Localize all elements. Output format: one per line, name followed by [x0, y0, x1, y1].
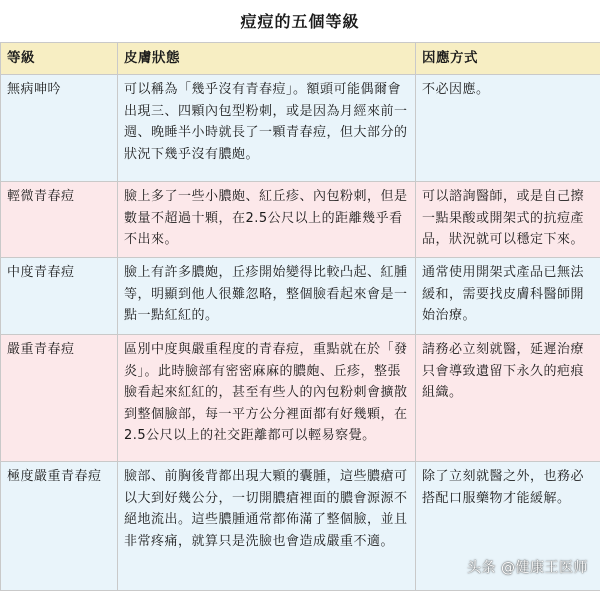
level-cell: 無病呻吟 — [1, 75, 118, 182]
level-cell: 輕微青春痘 — [1, 182, 118, 258]
page-title: 痘痘的五個等級 — [240, 12, 360, 31]
response-cell: 不必因應。 — [416, 75, 600, 182]
header-response: 因應方式 — [416, 43, 600, 75]
status-cell: 臉部、前胸後背都出現大顆的囊腫，這些膿瘡可以大到好幾公分，一切開膿瘡裡面的膿會源源不絕地流出。這些膿腫通常都佈滿了整個臉，並且非常疼痛，就算只是洗臉也會造成嚴重不適。 — [118, 462, 416, 591]
response-cell: 可以諮詢醫師，或是自己擦一點果酸或開架式的抗痘產品，狀況就可以穩定下來。 — [416, 182, 600, 258]
response-cell: 請務必立刻就醫，延遲治療只會導致遺留下永久的疤痕組織。 — [416, 335, 600, 462]
status-cell: 臉上有許多膿皰，丘疹開始變得比較凸起、紅腫等，明顯到他人很難忽略，整個臉看起來會是一點一點紅紅的。 — [118, 258, 416, 335]
watermark: 头条 @健康王医师 — [467, 560, 588, 576]
header-skin-status: 皮膚狀態 — [118, 43, 416, 75]
table-row — [1, 335, 600, 462]
table-row — [1, 75, 600, 182]
response-cell: 通常使用開架式產品已無法緩和，需要找皮膚科醫師開始治療。 — [416, 258, 600, 335]
table-header-row — [1, 43, 600, 75]
level-cell: 極度嚴重青春痘 — [1, 462, 118, 591]
status-cell: 臉上多了一些小膿皰、紅丘疹、內包粉刺，但是數量不超過十顆，在2.5公尺以上的距離幾乎看不出來。 — [118, 182, 416, 258]
status-cell: 可以稱為「幾乎沒有青春痘」。額頭可能偶爾會出現三、四顆內包型粉刺，或是因為月經來前一週、晚睡半小時就長了一顆青春痘，但大部分的狀況下幾乎沒有膿皰。 — [118, 75, 416, 182]
level-cell: 中度青春痘 — [1, 258, 118, 335]
header-level: 等級 — [1, 43, 118, 75]
table-row — [1, 258, 600, 335]
status-cell: 區別中度與嚴重程度的青春痘，重點就在於「發炎」。此時臉部有密密麻麻的膿皰、丘疹，整張臉看起來紅紅的，甚至有些人的內包粉刺會擴散到整個臉部，每一平方公分裡面都有好幾顆，在2.5公尺以上的社交距離都可以輕易察覺。 — [118, 335, 416, 462]
response-cell: 除了立刻就醫之外，也務必搭配口服藥物才能緩解。 — [416, 462, 600, 591]
acne-grades-table — [0, 42, 600, 591]
level-cell: 嚴重青春痘 — [1, 335, 118, 462]
table-row — [1, 182, 600, 258]
